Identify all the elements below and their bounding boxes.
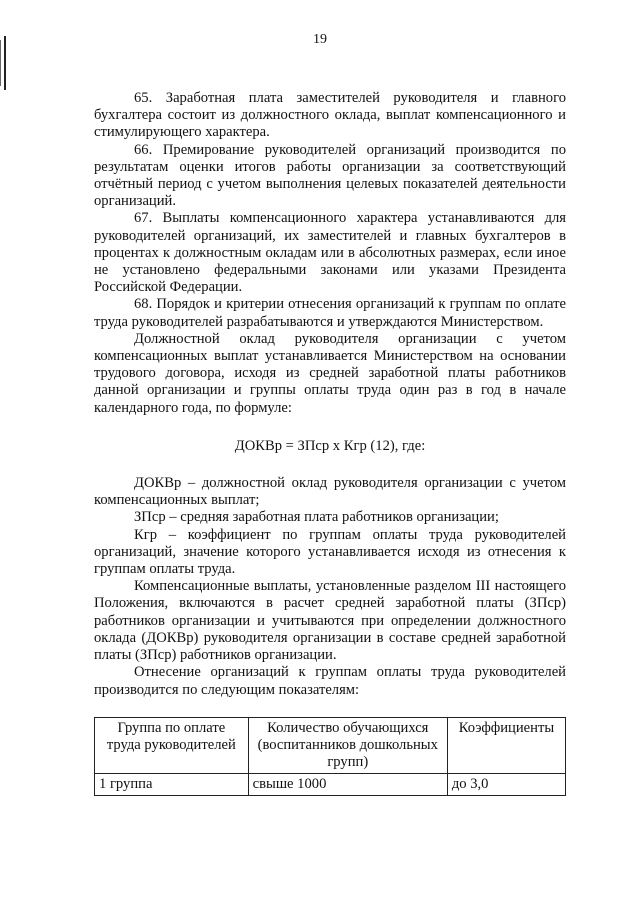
definition-dokvr: ДОКВр – должностной оклад руководителя организации с учетом компенсационных выплат; — [94, 475, 566, 509]
document-body — [94, 90, 566, 796]
table-cell: 1 группа — [95, 773, 249, 795]
table-cell: до 3,0 — [447, 773, 565, 795]
page-number: 19 — [313, 32, 327, 47]
paragraph-65: 65. Заработная плата заместителей руководителя и главного бухгалтера состоит из должностного оклада, выплат компенсационного и стимулирующего характера. — [94, 90, 566, 141]
definition-zpsr: ЗПср – средняя заработная плата работников организации; — [134, 509, 499, 526]
table-header: Коэффициенты — [447, 717, 565, 773]
paragraph-groups-intro: Отнесение организаций к группам оплаты труда руководителей производится по следующим показателям: — [94, 664, 566, 698]
table-cell: свыше 1000 — [248, 773, 447, 795]
paragraph-salary-rule: Должностной оклад руководителя организации с учетом компенсационных выплат устанавливается Министерством на основании трудового договора, исходя из средней заработной платы работников данной организации и группы оплаты труда один раз в год в начале календарного года, по формуле: — [94, 330, 566, 416]
paragraph-68: 68. Порядок и критерии отнесения организаций к группам по оплате труда руководителей разрабатываются и утверждаются Министерством. — [94, 296, 566, 330]
paragraph-compensation: Компенсационные выплаты, установленные разделом III настоящего Положения, включаются в расчет средней заработной платы (ЗПср) работников организации и учитываются при определении должностного оклада (ДОКВр) руководителя организации в составе средней заработной платы (ЗПср) работников организации. — [94, 578, 566, 664]
formula: ДОКВр = ЗПср х Кгр (12), где: — [234, 437, 426, 454]
groups-table — [94, 717, 566, 796]
table-header-row — [95, 717, 566, 773]
table-header: Количество обучающихся (воспитанников дошкольных групп) — [248, 717, 447, 773]
table-row — [95, 773, 566, 795]
paragraph-67: 67. Выплаты компенсационного характера устанавливаются для руководителей организаций, их заместителей и главных бухгалтеров в процентах к должностным окладам или в абсолютных размерах, если иное не установлено федеральными законами или указами Президента Российской Федерации. — [94, 210, 566, 296]
table-header: Группа по оплате труда руководителей — [95, 717, 249, 773]
paragraph-66: 66. Премирование руководителей организаций производится по результатам оценки итогов работы организации за соответствующий отчётный период с учетом выполнения целевых показателей деятельности организаций. — [94, 141, 566, 210]
definition-kgr: Кгр – коэффициент по группам оплаты труда руководителей организаций, значение которого устанавливается исходя из отнесения к группам оплаты труда. — [94, 526, 566, 578]
